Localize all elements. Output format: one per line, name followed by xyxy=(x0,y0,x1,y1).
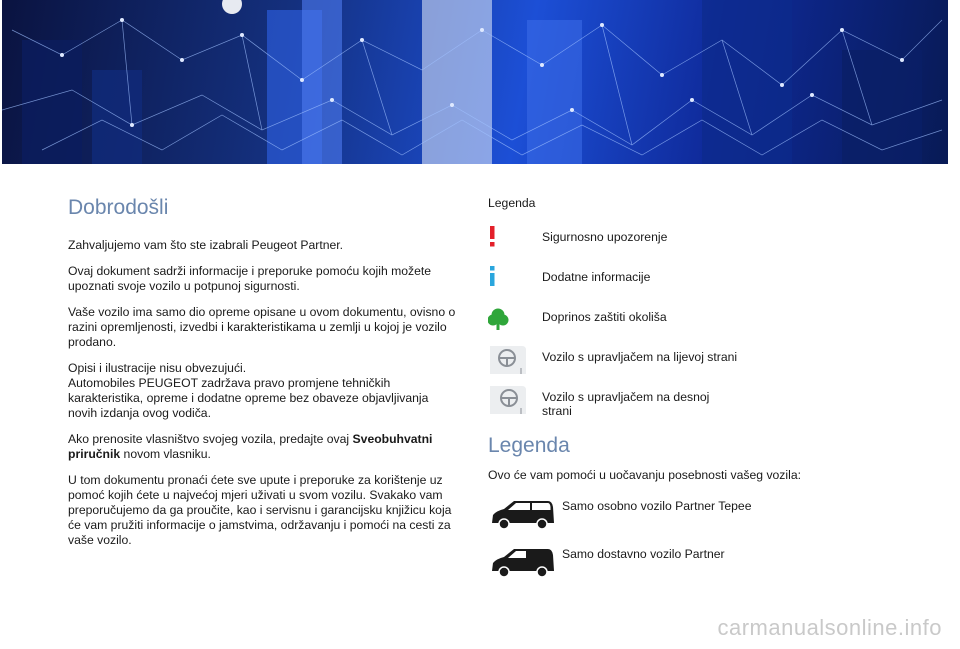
legend-item-warning xyxy=(488,226,908,266)
manual-name-bold: Sveobuhvatni priručnik xyxy=(68,432,433,461)
vehicle-label: Samo osobno vozilo Partner Tepee xyxy=(562,499,752,513)
legend-column xyxy=(488,196,908,593)
legend-item-rhd xyxy=(488,386,908,430)
vehicle-item-cargo xyxy=(488,545,908,593)
vehicle-item-passenger xyxy=(488,497,908,545)
tree-icon xyxy=(488,306,528,340)
thanks-paragraph: Zahvaljujemo vam što ste izabrali Peugeot Partner. xyxy=(68,238,344,252)
ownership-paragraph xyxy=(68,432,460,462)
legend-label: Dodatne informacije xyxy=(542,270,651,284)
header-banner-image xyxy=(2,0,948,164)
disclaimer-paragraph xyxy=(68,361,460,421)
steering-right-icon xyxy=(488,386,528,420)
disclaimer-line-2: Automobiles PEUGEOT zadržava pravo promjene tehničkih karakteristika, opreme i dodatne opreme bez obaveze objavljivanja novih izdanja ovog vodiča. xyxy=(68,376,429,420)
document-paragraph: Ovaj dokument sadrži informacije i preporuke pomoću kojih možete upoznati svoje vozilo u potpunoj sigurnosti. xyxy=(68,264,432,293)
legend-item-lhd xyxy=(488,346,908,386)
steering-left-icon xyxy=(488,346,528,380)
legend-item-info xyxy=(488,266,908,306)
info-icon xyxy=(488,266,528,300)
ownership-text-post: novom vlasniku. xyxy=(120,447,211,461)
city-network-graphic xyxy=(2,0,948,164)
legend-title: Legenda xyxy=(488,196,536,210)
legend-label: Sigurnosno upozorenje xyxy=(542,230,668,244)
watermark-text: carmanualsonline.info xyxy=(717,615,942,640)
legend-heading: Legenda xyxy=(488,434,570,457)
equipment-paragraph: Vaše vozilo ima samo dio opreme opisane u ovom dokumentu, ovisno o razini opremljenosti, izvedbi i karakteristikama u zemlji u kojoj je vozilo prodano. xyxy=(68,305,456,349)
cargo-van-icon xyxy=(490,547,556,579)
usage-paragraph: U tom dokumentu pronaći ćete sve upute i preporuke za korištenje uz pomoć kojih ćete u najvećoj mjeri uživati u svom vozilu. Svakako vam preporučujemo da ga proučite, kao i servisnu i garancijsku knjižicu koja će vam pružiti informacije o jamstvima, održavanju i pomoći na cesti za vaše vozilo. xyxy=(68,473,452,547)
welcome-column xyxy=(68,196,460,559)
legend-label: Vozilo s upravljačem na desnoj strani xyxy=(542,390,710,418)
legend-label: Doprinos zaštiti okoliša xyxy=(542,310,667,324)
legend-label: Vozilo s upravljačem na lijevoj strani xyxy=(542,350,738,364)
exclamation-icon xyxy=(488,226,528,260)
legend-item-environment xyxy=(488,306,908,346)
ownership-text-pre: Ako prenosite vlasništvo svojeg vozila, predajte ovaj xyxy=(68,432,353,446)
vehicle-label: Samo dostavno vozilo Partner xyxy=(562,547,725,561)
disclaimer-line-1: Opisi i ilustracije nisu obvezujući. xyxy=(68,361,247,375)
passenger-van-icon xyxy=(490,499,556,531)
legend-intro: Ovo će vam pomoći u uočavanju posebnosti vašeg vozila: xyxy=(488,468,801,482)
welcome-title: Dobrodošli xyxy=(68,196,169,219)
